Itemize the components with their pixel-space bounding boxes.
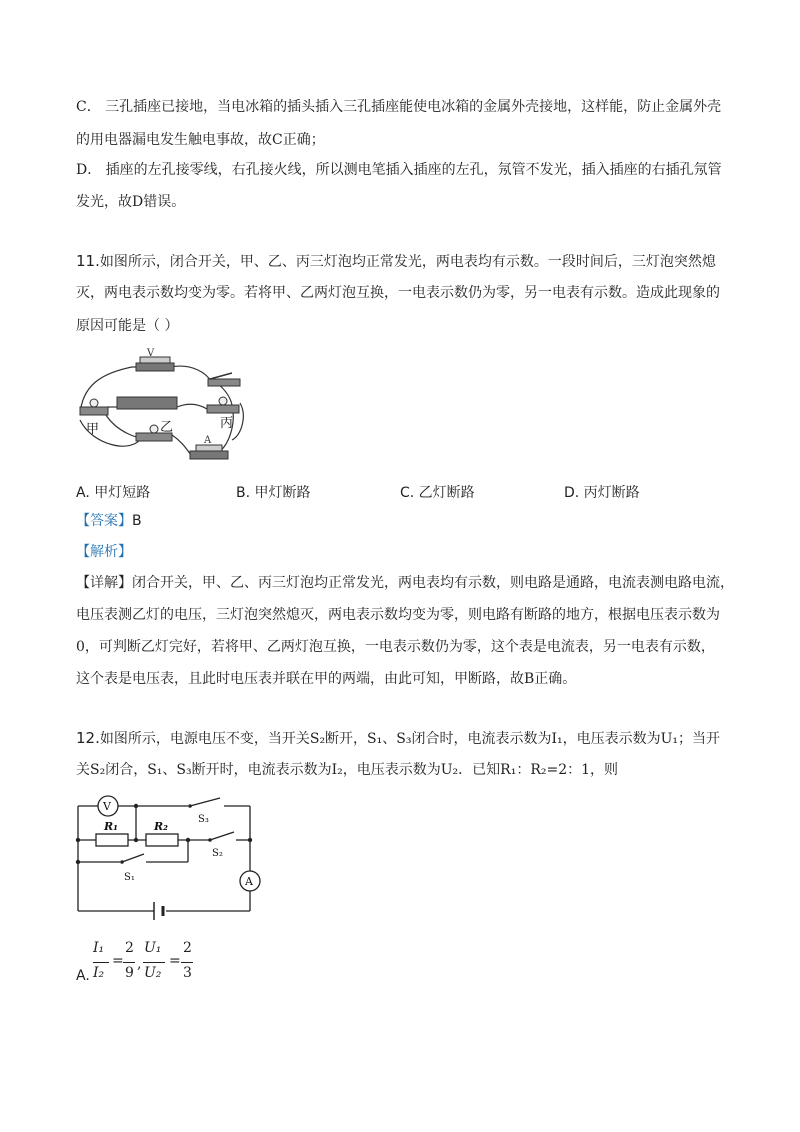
q12-frac1-numerator: I₁ [93,940,105,956]
q11-v-label: V [147,348,155,359]
q12-frac2-value-num: 2 [183,940,192,956]
q12-stem-line1 [76,728,720,749]
q12-s1-label: S₁ [124,872,135,883]
q11-circuit-figure [72,345,252,470]
q12-eq1: = [112,953,124,969]
detail-tag: 【详解】 [76,575,132,591]
q11-answer-line [76,511,142,531]
q12-r1-label: R₁ [104,820,118,833]
q12-separator: , [137,956,142,972]
q11-option-a[interactable]: A. 甲灯短路 [76,485,151,501]
option-c-explanation-line2: 的用电器漏电发生触电事故，故C正确； [76,132,325,148]
q12-switch-s3 [188,798,224,825]
q11-detail-line2: 电压表测乙灯的电压，三灯泡突然熄灭，两电表示数均变为零，则电路有断路的地方，根据电压表示数为 [76,607,720,623]
q12-circuit-figure [70,794,270,924]
q11-answer: B [132,513,142,529]
q12-stem-text: 如图所示，电源电压不变，当开关S₂断开，S₁、S₃闭合时，电流表示数为I₁，电压表示数为U₁；当开 [99,731,721,747]
q11-label-bing: 丙 [220,416,234,431]
q12-frac1-denominator: I₂ [93,965,105,981]
q11-a-label: A [204,435,212,446]
q11-number: 11. [76,252,100,270]
q11-lamp-bing [207,397,239,413]
q11-option-b[interactable]: B. 甲灯断路 [236,485,311,501]
q12-frac2-value-den: 3 [183,965,192,981]
q12-voltmeter [98,796,118,816]
q12-r2-label: R₂ [154,820,168,833]
q12-frac2-bar [143,962,165,963]
q11-stem-line1 [76,251,716,272]
q12-frac2-numerator: U₁ [144,940,162,956]
q11-detail-line3: 0，可判断乙灯完好，若将甲、乙两灯泡互换，一电表示数仍为零，这个表是电流表，另一电表有示数， [76,639,715,655]
q11-detail-line4: 这个表是电压表，且此时电压表并联在甲的两端，由此可知，甲断路，故B正确。 [76,671,577,687]
q11-stem-line2: 灭，两电表示数均变为零。若将甲、乙两灯泡互换，一电表示数仍为零，另一电表有示数。造成此现象的 [76,285,720,301]
q12-frac1-value-num: 2 [125,940,134,956]
q12-eq2: = [169,953,181,969]
q12-v-label: V [103,800,111,813]
q11-detail-text: 闭合开关，甲、乙、丙三灯泡均正常发光，两电表均有示数，则电路是通路，电流表测电路电流， [132,575,734,591]
q11-ammeter [190,435,228,459]
q12-frac1-value-den: 9 [125,965,134,981]
q12-ammeter [240,871,260,891]
q12-frac1-bar [93,962,109,963]
option-c-explanation-line1: C． 三孔插座已接地，当电冰箱的插头插入三孔插座能使电冰箱的金属外壳接地，这样能，防止金属外壳 [76,99,722,115]
q11-battery [117,397,177,409]
q12-resistor-r1 [96,820,128,846]
q12-option-a-formula[interactable] [93,940,203,990]
q11-stem-text: 如图所示，闭合开关，甲、乙、丙三灯泡均正常发光，两电表均有示数。一段时间后，三灯泡突然熄 [99,254,716,270]
q11-option-c[interactable]: C. 乙灯断路 [400,485,475,501]
q12-number: 12. [76,729,100,747]
q12-stem-line2: 关S₂闭合，S₁、S₃断开时，电流表示数为I₂，电压表示数为U₂．已知R₁：R₂=2：1，则 [76,762,619,778]
q11-option-d[interactable]: D. 丙灯断路 [564,485,640,501]
q12-frac1-value-bar [123,962,135,963]
option-d-explanation-line1: D． 插座的左孔接零线，右孔接火线，所以测电笔插入插座的左孔，氖管不发光，插入插座的右插孔氖管 [76,162,722,178]
q12-s3-label: S₃ [198,814,209,825]
q11-voltmeter [136,348,174,371]
q12-option-a-label[interactable]: A. [76,968,90,984]
option-d-explanation-line2: 发光，故D错误。 [76,194,186,210]
q12-switch-s2 [208,832,234,859]
answer-tag: 【答案】 [76,513,132,529]
q12-switch-s1 [120,854,144,883]
q12-frac2-value-bar [181,962,193,963]
q11-lamp-jia [80,399,108,415]
q11-detail-line1 [76,573,734,593]
q11-label-yi: 乙 [160,420,174,435]
analysis-tag: 【解析】 [76,544,132,560]
q11-switch [208,373,240,386]
q12-resistor-r2 [146,820,178,846]
q12-s2-label: S₂ [212,848,223,859]
q11-stem-line3: 原因可能是（ ） [76,318,179,334]
q12-a-label: A [245,875,253,888]
q11-label-jia: 甲 [86,422,100,437]
q12-frac2-denominator: U₂ [144,965,162,981]
q12-battery [154,902,163,920]
